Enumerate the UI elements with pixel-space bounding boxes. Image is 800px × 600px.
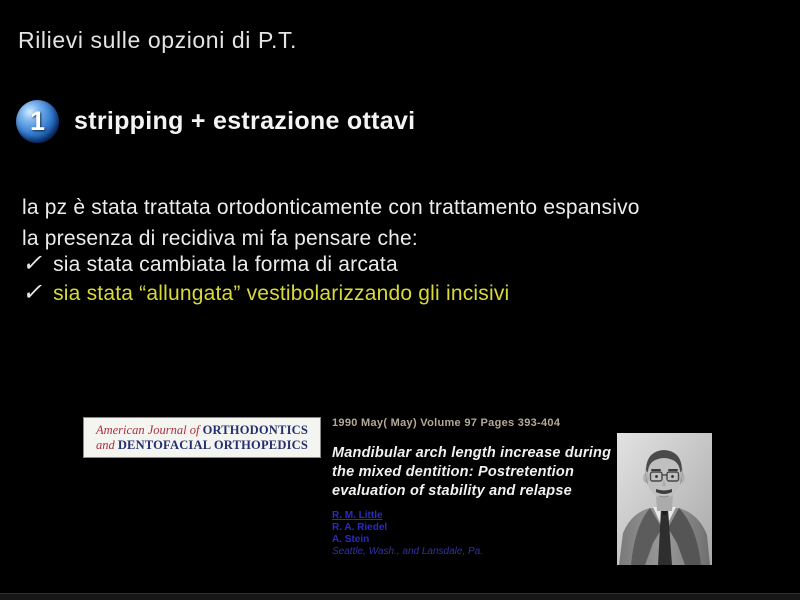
journal-logo [83, 417, 321, 458]
journal-name-main-2: DENTOFACIAL ORTHOPEDICS [117, 437, 309, 452]
page-title: Rilievi sulle opzioni di P.T. [18, 27, 298, 53]
journal-name-prefix-1: American Journal of [95, 422, 200, 437]
author-link[interactable]: R. A. Riedel [332, 522, 388, 533]
check-item-text: sia stata cambiata la forma di arcata [53, 252, 398, 276]
check-item [22, 250, 509, 279]
journal-name-prefix-2: and [95, 437, 115, 452]
journal-name-main-1: ORTHODONTICS [202, 422, 309, 437]
body-paragraph [22, 192, 640, 254]
checkmark-icon: ✓ [22, 278, 43, 306]
option-label: stripping + estrazione ottavi [74, 107, 416, 135]
paragraph-line-1: la pz è stata trattata ortodonticamente con trattamento espansivo [22, 196, 640, 219]
journal-name-line-1 [96, 423, 308, 438]
author-link[interactable]: R. M. Little [332, 510, 383, 521]
checkmark-icon: ✓ [22, 249, 43, 277]
checklist [22, 250, 509, 308]
journal-name-line-2 [96, 438, 308, 453]
author-link[interactable]: A. Stein [332, 534, 370, 545]
article-title: Mandibular arch length increase during the mixed dentition: Postretention evaluation of stability and relapse [332, 445, 612, 499]
paragraph-line-2: la presenza di recidiva mi fa pensare che: [22, 227, 418, 250]
check-item [22, 279, 509, 308]
author-list [332, 510, 483, 558]
bottom-strip [0, 593, 800, 600]
check-item-text: sia stata “allungata” vestibolarizzando gli incisivi [53, 281, 510, 305]
option-item-1 [16, 100, 415, 143]
author-affiliation: Seattle, Wash., and Lansdale, Pa. [332, 546, 484, 557]
citation-meta: 1990 May( May) Volume 97 Pages 393-404 [332, 417, 561, 429]
author-portrait-photo [617, 433, 712, 565]
number-1-badge-icon: 1 [16, 100, 59, 143]
